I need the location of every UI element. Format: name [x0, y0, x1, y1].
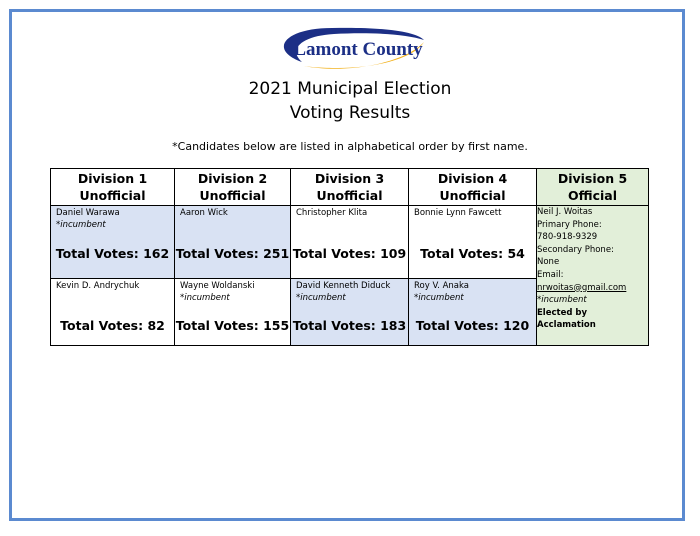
incumbent-label: *incumbent [180, 293, 230, 303]
primary-phone: 780-918-9329 [537, 232, 598, 243]
incumbent-label: *incumbent [414, 293, 464, 303]
header-division-4 [409, 169, 537, 206]
results-table [50, 168, 649, 346]
header-division-1 [51, 169, 175, 206]
division-label: Division 2 [197, 171, 268, 186]
total-votes: Total Votes: 251 [175, 246, 290, 261]
header-division-5 [537, 169, 649, 206]
email-link[interactable]: nrwoitas@gmail.com [537, 282, 627, 293]
candidate-name: Wayne Woldanski [180, 281, 255, 291]
candidate-name: Bonnie Lynn Fawcett [414, 208, 502, 218]
status-label: Unofficial [316, 188, 383, 203]
total-votes: Total Votes: 183 [292, 318, 407, 333]
table-row [51, 206, 649, 279]
secondary-phone: None [537, 257, 560, 268]
header-row [51, 169, 649, 206]
lamont-county-logo [274, 22, 428, 74]
header-division-2 [175, 169, 291, 206]
candidate-cell [175, 206, 291, 279]
total-votes: Total Votes: 82 [60, 318, 165, 333]
logo-text: Lamont County [293, 39, 423, 60]
candidate-cell [291, 206, 409, 279]
total-votes: Total Votes: 155 [175, 318, 290, 333]
status-label: Official [568, 188, 617, 203]
primary-phone-label: Primary Phone: [537, 219, 602, 230]
candidate-cell [51, 279, 175, 346]
candidate-cell [175, 279, 291, 346]
acclamation-status: Elected by Acclamation [537, 307, 596, 331]
division-label: Division 3 [314, 171, 385, 186]
title-line-1: 2021 Municipal Election [248, 79, 452, 99]
candidate-name: Daniel Warawa [56, 208, 120, 218]
header-division-3 [291, 169, 409, 206]
status-label: Unofficial [79, 188, 146, 203]
total-votes: Total Votes: 109 [292, 246, 407, 261]
division-label: Division 5 [557, 171, 628, 186]
incumbent-label: *incumbent [56, 220, 106, 230]
ordering-note: *Candidates below are listed in alphabetical order by first name. [172, 140, 528, 153]
incumbent-label: *incumbent [537, 295, 587, 306]
candidate-cell [51, 206, 175, 279]
total-votes: Total Votes: 162 [55, 246, 170, 261]
email-label: Email: [537, 269, 564, 280]
candidate-cell [291, 279, 409, 346]
candidate-name: David Kenneth Diduck [296, 281, 391, 291]
candidate-name: Kevin D. Andrychuk [56, 281, 140, 291]
incumbent-label: *incumbent [296, 293, 346, 303]
title-line-2: Voting Results [289, 103, 411, 123]
status-label: Unofficial [439, 188, 506, 203]
total-votes: Total Votes: 120 [415, 318, 530, 333]
candidate-name: Aaron Wick [180, 208, 228, 218]
candidate-cell [409, 279, 537, 346]
candidate-name: Neil J. Woitas [537, 207, 593, 217]
secondary-phone-label: Secondary Phone: [537, 244, 614, 255]
division-label: Division 1 [77, 171, 148, 186]
status-label: Unofficial [199, 188, 266, 203]
candidate-name: Christopher Klita [296, 208, 368, 218]
candidate-cell [409, 206, 537, 279]
total-votes: Total Votes: 54 [420, 246, 525, 261]
division-5-official-cell [537, 206, 649, 346]
division-label: Division 4 [437, 171, 508, 186]
candidate-name: Roy V. Anaka [414, 281, 469, 291]
